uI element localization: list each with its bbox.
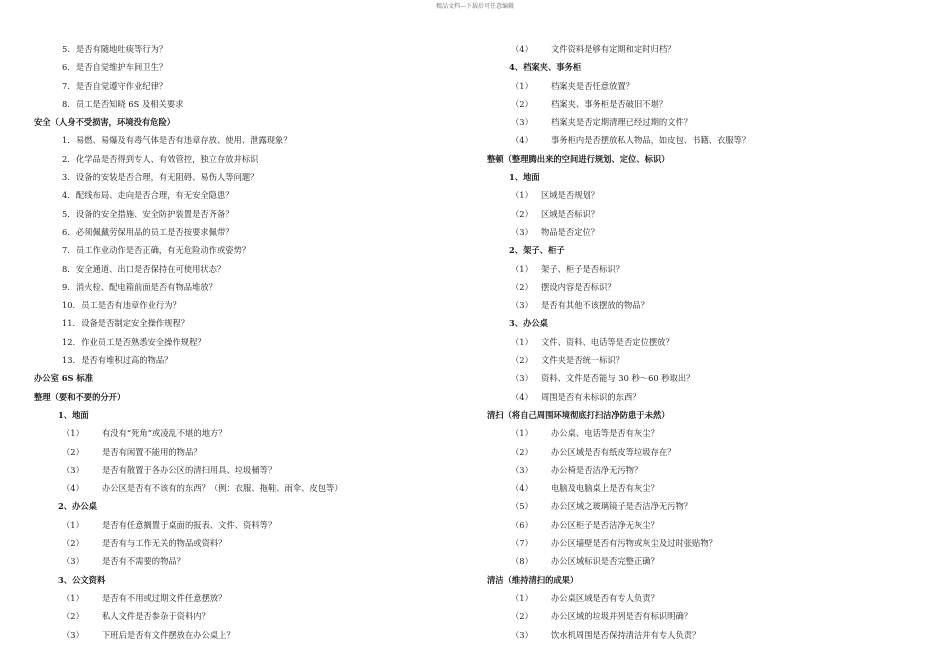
item-text: 是否有不需要的物品？	[102, 556, 185, 567]
checklist-item	[34, 534, 464, 552]
item-text: 区域是否标识？	[541, 208, 600, 219]
checklist-item	[34, 58, 464, 76]
item-text: 事务柜内是否摆放私人物品，如皮包、书籍、衣服等？	[551, 135, 751, 146]
section-heading	[487, 571, 927, 589]
item-text: 设备的安装是否合理，有无阻碍、易伤人等问题？	[75, 172, 259, 183]
item-number: （2）	[511, 98, 533, 109]
checklist-item	[487, 388, 927, 406]
left-column	[34, 40, 464, 644]
item-text: 办公区墙壁是否有污物或灰尘及过时张贴物？	[551, 538, 717, 549]
checklist-item	[487, 40, 927, 58]
checklist-item	[487, 278, 927, 296]
section-heading	[487, 406, 927, 424]
item-text: 作业员工是否熟悉安全操作规程？	[81, 336, 206, 347]
item-number: （2）	[511, 208, 533, 219]
item-text: 消火栓、配电箱前面是否有物品堆放？	[75, 281, 217, 292]
item-number: （3）	[511, 117, 533, 128]
item-number: （3）	[511, 464, 533, 475]
item-text: 是否自觉遵守作业纪律？	[75, 80, 168, 91]
checklist-item	[487, 424, 927, 442]
item-number: （4）	[511, 391, 533, 402]
item-number: （2）	[511, 611, 533, 622]
item-number: （4）	[62, 483, 84, 494]
checklist-item	[34, 95, 464, 113]
item-number: （4）	[511, 44, 533, 54]
subsection-heading	[487, 314, 927, 332]
item-text: 文件资料是够有定期和定时归档？	[551, 44, 676, 54]
item-number: 9.	[62, 281, 70, 292]
item-text: 办公室 6S 标准	[34, 373, 94, 384]
item-text: 易燃、易爆及有毒气体是否有违章存放、使用、泄露现象？	[75, 135, 292, 146]
item-number: （4）	[511, 135, 533, 146]
item-text: 办公区域是否有纸皮等垃圾存在？	[551, 446, 676, 457]
item-number: （4）	[511, 483, 533, 494]
item-number: （1）	[62, 592, 84, 603]
checklist-item	[487, 369, 927, 387]
item-text: 资料、文件是否能与 30 秒～60 秒取出？	[541, 373, 695, 384]
item-number: （2）	[511, 446, 533, 457]
item-text: 下班后是否有文件摆放在办公桌上？	[102, 629, 235, 640]
checklist-item	[34, 424, 464, 442]
item-number: （3）	[62, 629, 84, 640]
item-text: 办公区是否有不该有的东西？（例：衣服、拖鞋、雨伞、皮包等）	[102, 483, 343, 494]
item-text: 电脑及电脑桌上是否有灰尘？	[551, 483, 659, 494]
item-text: 员工是否知晓 6S 及相关要求	[75, 98, 184, 109]
item-text: 是否有闲置不能用的物品？	[102, 446, 202, 457]
item-text: 必须佩戴劳保用品的员工是否按要求佩带？	[75, 226, 234, 237]
checklist-item	[34, 150, 464, 168]
checklist-item	[34, 168, 464, 186]
item-number: 3.	[62, 172, 70, 183]
checklist-item	[487, 223, 927, 241]
item-number: 7.	[62, 80, 70, 91]
item-text: 是否有随地吐痰等行为？	[75, 44, 168, 54]
checklist-item	[34, 589, 464, 607]
item-text: 安全（人身不受损害，环境没有危险）	[34, 117, 176, 128]
item-text: 化学品是否得到专人、有效管控，独立存放并标识	[75, 153, 259, 164]
checklist-item	[34, 626, 464, 644]
checklist-item	[487, 479, 927, 497]
checklist-item	[34, 461, 464, 479]
item-text: 周围是否有未标识的东西？	[541, 391, 641, 402]
item-text: 办公区柜子是否洁净无灰尘？	[551, 519, 659, 530]
item-text: 饮水机周围是否保持清洁并有专人负责？	[551, 629, 701, 640]
checklist-item	[34, 351, 464, 369]
item-text: 私人文件是否参杂于资料内？	[102, 611, 210, 622]
checklist-item	[487, 351, 927, 369]
checklist-item	[34, 223, 464, 241]
item-number: （3）	[511, 300, 533, 311]
item-text: 办公桌区域是否有专人负责？	[551, 592, 659, 603]
item-text: 员工作业动作是否正确，有无危险动作或姿势？	[75, 245, 251, 256]
checklist-item	[34, 241, 464, 259]
checklist-item	[487, 260, 927, 278]
item-text: 员工是否有违章作业行为？	[81, 300, 181, 311]
item-text: 设备的安全措施、安全防护装置是否齐备？	[75, 208, 234, 219]
item-number: （1）	[511, 336, 533, 347]
item-text: 物品是否定位？	[541, 226, 600, 237]
section-heading	[34, 388, 464, 406]
item-number: 6.	[62, 226, 70, 237]
item-number: 4.	[62, 190, 70, 201]
checklist-item	[34, 77, 464, 95]
checklist-item	[34, 516, 464, 534]
checklist-item	[34, 40, 464, 58]
item-number: （1）	[62, 519, 84, 530]
item-text: 2、架子、柜子	[509, 245, 565, 256]
item-number: （1）	[511, 592, 533, 603]
item-number: 2.	[62, 153, 70, 164]
checklist-item	[34, 131, 464, 149]
item-number: （5）	[511, 501, 533, 512]
subsection-heading	[34, 406, 464, 424]
item-number: （3）	[62, 464, 84, 475]
checklist-item	[34, 314, 464, 332]
item-text: 设备是否制定安全操作规程？	[81, 318, 190, 329]
checklist-item	[34, 205, 464, 223]
checklist-item	[487, 497, 927, 515]
checklist-item	[487, 443, 927, 461]
checklist-item	[34, 479, 464, 497]
item-number: 12.	[62, 336, 76, 347]
subsection-heading	[487, 241, 927, 259]
item-number: 10.	[62, 300, 76, 311]
right-column	[487, 40, 927, 644]
checklist-item	[487, 534, 927, 552]
checklist-item	[487, 516, 927, 534]
item-text: 配线布局、走向是否合理，有无安全隐患？	[75, 190, 234, 201]
item-number: （8）	[511, 556, 533, 567]
item-text: 是否自觉维护车间卫生？	[75, 62, 168, 73]
item-text: 是否有堆积过高的物品？	[81, 355, 173, 366]
item-number: （2）	[511, 355, 533, 366]
item-number: （1）	[511, 428, 533, 439]
item-text: 2、办公桌	[58, 501, 97, 512]
checklist-item	[34, 278, 464, 296]
subsection-heading	[487, 58, 927, 76]
checklist-item	[487, 131, 927, 149]
checklist-item	[487, 113, 927, 131]
item-text: 1、地面	[58, 409, 89, 420]
checklist-item	[34, 443, 464, 461]
subsection-heading	[34, 571, 464, 589]
checklist-item	[487, 205, 927, 223]
checklist-item	[487, 186, 927, 204]
checklist-item	[487, 552, 927, 570]
item-text: 清扫（将自己周围环境彻底打扫洁净防患于未然）	[487, 409, 670, 420]
item-number: （1）	[511, 80, 533, 91]
item-number: 8.	[62, 263, 70, 274]
checklist-item	[487, 333, 927, 351]
item-text: 文件、资料、电话等是否定位摆放？	[541, 336, 674, 347]
item-number: （1）	[511, 263, 533, 274]
section-heading	[487, 150, 927, 168]
item-text: 有没有“死角”或凌乱不堪的地方？	[102, 428, 227, 439]
item-number: 5.	[62, 44, 70, 54]
item-number: （3）	[511, 629, 533, 640]
checklist-item	[487, 626, 927, 644]
item-number: （7）	[511, 538, 533, 549]
item-text: 架子、柜子是否标识？	[541, 263, 624, 274]
item-number: 7.	[62, 245, 70, 256]
item-text: 档案夹是否任意放置？	[551, 80, 634, 91]
item-text: 办公桌、电话等是否有灰尘？	[551, 428, 659, 439]
item-number: （1）	[511, 190, 533, 201]
checklist-item	[487, 589, 927, 607]
item-number: 6.	[62, 62, 70, 73]
item-number: （3）	[511, 226, 533, 237]
item-text: 是否有任意搁置于桌面的报表、文件、资料等？	[102, 519, 277, 530]
item-number: （2）	[511, 281, 533, 292]
item-text: 是否有其他不该摆放的物品？	[541, 300, 649, 311]
checklist-item	[34, 296, 464, 314]
item-text: 办公区域标识是否完整正确？	[551, 556, 659, 567]
item-number: （2）	[62, 446, 84, 457]
checklist-item	[487, 77, 927, 95]
item-number: （2）	[62, 538, 84, 549]
item-text: 3、公文资料	[58, 574, 106, 585]
item-text: 办公区域之玻璃镜子是否洁净无污物？	[551, 501, 693, 512]
section-heading	[34, 113, 464, 131]
subsection-heading	[34, 497, 464, 515]
item-text: 安全通道、出口是否保持在可使用状态？	[75, 263, 226, 274]
item-number: 5.	[62, 208, 70, 219]
page-watermark: 精品文档---下载后可任意编辑	[435, 3, 515, 10]
item-number: （6）	[511, 519, 533, 530]
item-text: 区域是否规划？	[541, 190, 600, 201]
item-text: 清洁（维持清扫的成果）	[487, 574, 579, 585]
checklist-item	[34, 333, 464, 351]
item-number: 8.	[62, 98, 70, 109]
item-text: 4、档案夹、事务柜	[509, 62, 582, 73]
item-text: 档案夹是否定期清理已经过期的文件？	[551, 117, 693, 128]
item-number: （1）	[62, 428, 84, 439]
item-text: 办公椅是否洁净无污物？	[551, 464, 643, 475]
checklist-item	[487, 461, 927, 479]
item-number: 13.	[62, 355, 76, 366]
checklist-item	[34, 552, 464, 570]
item-number: 1.	[62, 135, 70, 146]
item-number: 11.	[62, 318, 76, 329]
checklist-item	[487, 607, 927, 625]
item-number: （3）	[511, 373, 533, 384]
checklist-item	[487, 296, 927, 314]
item-text: 是否有散置于各办公区的清扫用具、垃圾桶等？	[102, 464, 277, 475]
section-heading	[34, 369, 464, 387]
checklist-item	[34, 607, 464, 625]
checklist-item	[34, 186, 464, 204]
item-text: 整理（要和不要的分开）	[34, 391, 126, 402]
item-text: 文件夹是否统一标识？	[541, 355, 624, 366]
checklist-item	[34, 260, 464, 278]
item-text: 是否有不用或过期文件任意摆放？	[102, 592, 227, 603]
item-text: 办公区域的垃圾并列是否有标识明确？	[551, 611, 693, 622]
item-text: 3、办公桌	[509, 318, 548, 329]
item-text: 摆设内容是否标识？	[541, 281, 616, 292]
item-text: 整顿（整理腾出来的空间进行规划、定位、标识）	[487, 153, 670, 164]
subsection-heading	[487, 168, 927, 186]
item-number: （3）	[62, 556, 84, 567]
item-text: 1、地面	[509, 172, 540, 183]
item-text: 档案夹、事务柜是否破旧不堪？	[551, 98, 668, 109]
item-number: （2）	[62, 611, 84, 622]
checklist-item	[487, 95, 927, 113]
item-text: 是否有与工作无关的物品或资料？	[102, 538, 227, 549]
